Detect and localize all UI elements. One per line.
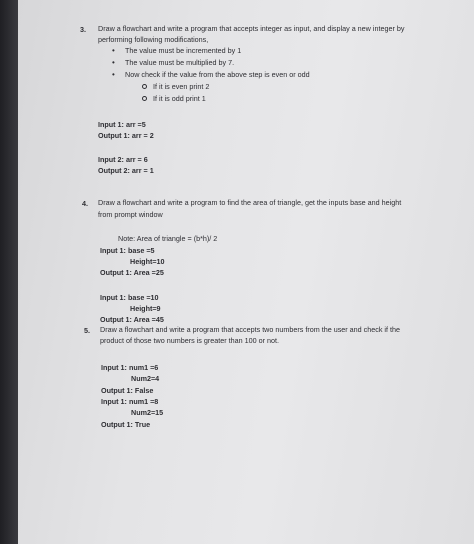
q3-example2-input: Input 2: arr = 6 <box>98 155 148 164</box>
q3-sub-bullet-1: If it is even print 2 <box>153 82 210 91</box>
q3-example1-input: Input 1: arr =5 <box>98 120 146 129</box>
photo-edge-shadow <box>0 0 18 544</box>
q4-text-line1: Draw a flowchart and write a program to find the area of triangle, get the inputs base and height <box>98 198 402 207</box>
bullet-dot-icon: • <box>112 58 115 67</box>
q4-text-line2: from prompt window <box>98 210 163 219</box>
q3-text-line2: performing following modifications, <box>98 35 209 44</box>
q3-text-line1: Draw a flowchart and write a program that accepts integer as input, and display a new integer by <box>98 24 405 33</box>
q5-example2-output: Output 1: True <box>101 420 151 429</box>
q3-bullet-2: The value must be multiplied by 7. <box>125 58 235 67</box>
q3-bullet-1: The value must be incremented by 1 <box>125 46 242 55</box>
q5-text-line1: Draw a flowchart and write a program that accepts two numbers from the user and check if the <box>100 325 401 334</box>
bullet-dot-icon: • <box>112 46 115 55</box>
q4-example2-output: Output 1: Area =45 <box>100 315 164 324</box>
q3-number: 3. <box>80 25 86 34</box>
bullet-dot-icon: • <box>112 70 115 79</box>
q4-example2-height: Height=9 <box>130 304 161 313</box>
document-page <box>18 0 474 544</box>
q4-example2-input: Input 1: base =10 <box>100 293 159 302</box>
q5-example2-num2: Num2=15 <box>131 408 164 417</box>
q5-example1-input: Input 1: num1 =6 <box>101 363 159 372</box>
q4-note: Note: Area of triangle = (b*h)/ 2 <box>118 234 218 243</box>
q5-example1-output: Output 1: False <box>101 386 154 395</box>
q5-example2-input: Input 1: num1 =8 <box>101 397 159 406</box>
q4-example1-output: Output 1: Area =25 <box>100 268 164 277</box>
q4-example1-input: Input 1: base =5 <box>100 246 155 255</box>
bullet-circle-icon <box>142 96 147 101</box>
q5-number: 5. <box>84 326 90 335</box>
q3-bullet-3: Now check if the value from the above step is even or odd <box>125 70 310 79</box>
q3-example1-output: Output 1: arr = 2 <box>98 131 154 140</box>
q5-text-line2: product of those two numbers is greater than 100 or not. <box>100 336 279 345</box>
q5-example1-num2: Num2=4 <box>131 374 160 383</box>
q3-sub-bullet-2: If it is odd print 1 <box>153 94 206 103</box>
q4-example1-height: Height=10 <box>130 257 165 266</box>
bullet-circle-icon <box>142 84 147 89</box>
q4-number: 4. <box>82 199 88 208</box>
q3-example2-output: Output 2: arr = 1 <box>98 166 154 175</box>
